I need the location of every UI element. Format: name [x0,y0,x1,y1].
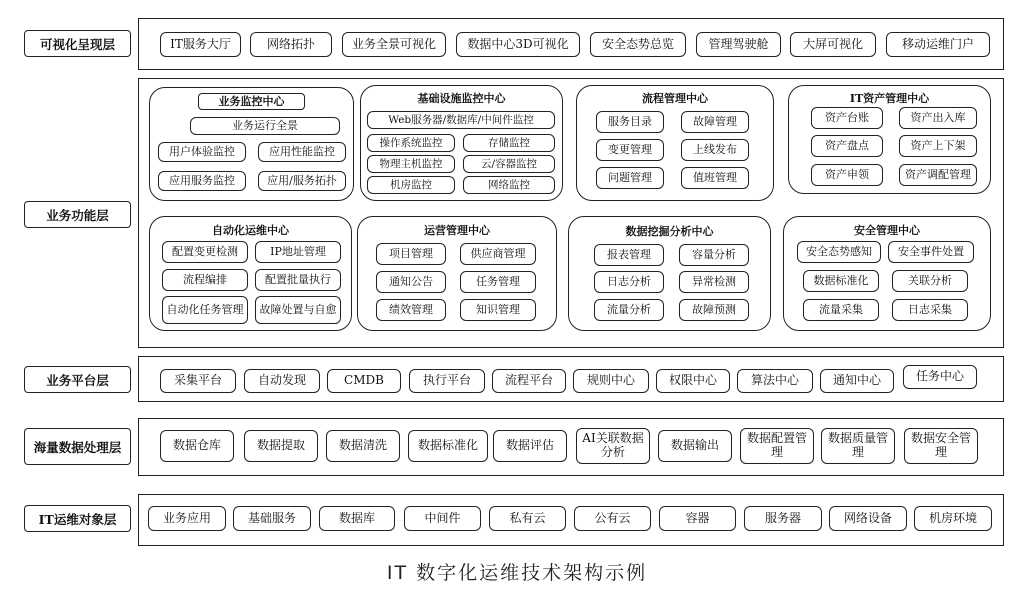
operation-item: 供应商管理 [460,243,536,265]
mining-item: 容量分析 [679,244,749,266]
infra-monitor-item: 操作系统监控 [367,134,455,152]
operation-item: 知识管理 [460,299,536,321]
center-title: 数据挖掘分析中心 [625,225,714,238]
layer-label-objects: IT运维对象层 [24,505,131,532]
asset-item: 资产调配管理 [899,164,977,186]
visual-item: 安全态势总览 [590,32,686,57]
infra-monitor-item: 物理主机监控 [367,155,455,173]
mining-item: 报表管理 [594,244,664,266]
mining-item: 流量分析 [594,299,664,321]
biz-monitor-item: 应用服务监控 [158,171,246,191]
visual-item: 大屏可视化 [790,32,876,57]
operation-item: 项目管理 [376,243,446,265]
operation-item: 绩效管理 [376,299,446,321]
center-title: 流程管理中心 [642,92,708,105]
object-item: 中间件 [404,506,481,531]
automation-item: 配置批量执行 [255,269,341,291]
layer-label-data: 海量数据处理层 [24,428,131,465]
operation-item: 任务管理 [460,271,536,293]
automation-item: IP地址管理 [255,241,341,263]
mining-item: 故障预测 [679,299,749,321]
center-title: 基础设施监控中心 [417,92,506,105]
data-item: 数据清洗 [326,430,400,462]
data-item: 数据提取 [244,430,318,462]
platform-item: 算法中心 [737,369,813,393]
center-title: 安全管理中心 [854,224,920,237]
center-title: 业务监控中心 [198,93,305,110]
automation-item: 故障处置与自愈 [255,296,341,324]
platform-item: CMDB [327,369,401,393]
mining-item: 异常检测 [679,271,749,293]
security-item: 关联分析 [892,270,968,292]
automation-item: 自动化任务管理 [162,296,248,324]
data-item: 数据标准化 [408,430,488,462]
security-item: 安全态势感知 [797,241,881,263]
process-item: 故障管理 [681,111,749,133]
object-item: 机房环境 [914,506,992,531]
infra-monitor-item: 机房监控 [367,176,455,194]
biz-monitor-item: 业务运行全景 [190,117,340,135]
object-item: 公有云 [574,506,651,531]
asset-item: 资产申领 [811,164,883,186]
object-item: 容器 [659,506,736,531]
security-item: 流量采集 [803,299,879,321]
biz-monitor-item: 用户体验监控 [158,142,246,162]
process-item: 问题管理 [596,167,664,189]
figure-caption: IT 数字化运维技术架构示例 [386,562,648,584]
infra-monitor-item: 网络监控 [463,176,555,194]
visual-item: 网络拓扑 [250,32,332,57]
security-item: 数据标准化 [803,270,879,292]
object-item: 私有云 [489,506,566,531]
platform-item: 采集平台 [160,369,236,393]
biz-monitor-item: 应用性能监控 [258,142,346,162]
asset-item: 资产盘点 [811,135,883,157]
object-item: 网络设备 [829,506,907,531]
process-item: 上线发布 [681,139,749,161]
visual-item: 业务全景可视化 [342,32,446,57]
platform-item: 自动发现 [244,369,320,393]
security-item: 日志采集 [892,299,968,321]
layer-label-function: 业务功能层 [24,201,131,228]
data-item: 数据安全管理 [904,428,978,464]
mining-item: 日志分析 [594,271,664,293]
visual-item: 管理驾驶舱 [696,32,781,57]
process-item: 服务目录 [596,111,664,133]
layer-label-platform: 业务平台层 [24,366,131,393]
automation-item: 配置变更检测 [162,241,248,263]
object-item: 基础服务 [233,506,311,531]
platform-item: 执行平台 [409,369,485,393]
asset-item: 资产台账 [811,107,883,129]
center-title: 自动化运维中心 [212,224,289,237]
center-title: IT资产管理中心 [849,92,930,105]
security-item: 安全事件处置 [888,241,974,263]
data-item: 数据质量管理 [821,428,895,464]
platform-item: 规则中心 [573,369,649,393]
object-item: 服务器 [744,506,822,531]
asset-item: 资产出入库 [899,107,977,129]
infra-monitor-item: 存储监控 [463,134,555,152]
platform-item: 通知中心 [820,369,894,393]
biz-monitor-item: 应用/服务拓扑 [258,171,346,191]
object-item: 业务应用 [148,506,226,531]
center-title: 运营管理中心 [424,224,490,237]
visual-item: 数据中心3D可视化 [456,32,580,57]
operation-item: 通知公告 [376,271,446,293]
platform-item: 权限中心 [656,369,730,393]
data-item: 数据配置管理 [740,428,814,464]
process-item: 值班管理 [681,167,749,189]
asset-item: 资产上下架 [899,135,977,157]
object-item: 数据库 [319,506,395,531]
platform-item: 任务中心 [903,365,977,389]
process-item: 变更管理 [596,139,664,161]
infra-monitor-item: Web服务器/数据库/中间件监控 [367,111,555,129]
automation-item: 流程编排 [162,269,248,291]
platform-item: 流程平台 [492,369,566,393]
data-item: AI关联数据分析 [576,428,650,464]
data-item: 数据评估 [493,430,567,462]
infra-monitor-item: 云/容器监控 [463,155,555,173]
visual-item: IT服务大厅 [160,32,241,57]
layer-label-visual: 可视化呈现层 [24,30,131,57]
data-item: 数据仓库 [160,430,234,462]
visual-item: 移动运维门户 [886,32,990,57]
data-item: 数据输出 [658,430,732,462]
